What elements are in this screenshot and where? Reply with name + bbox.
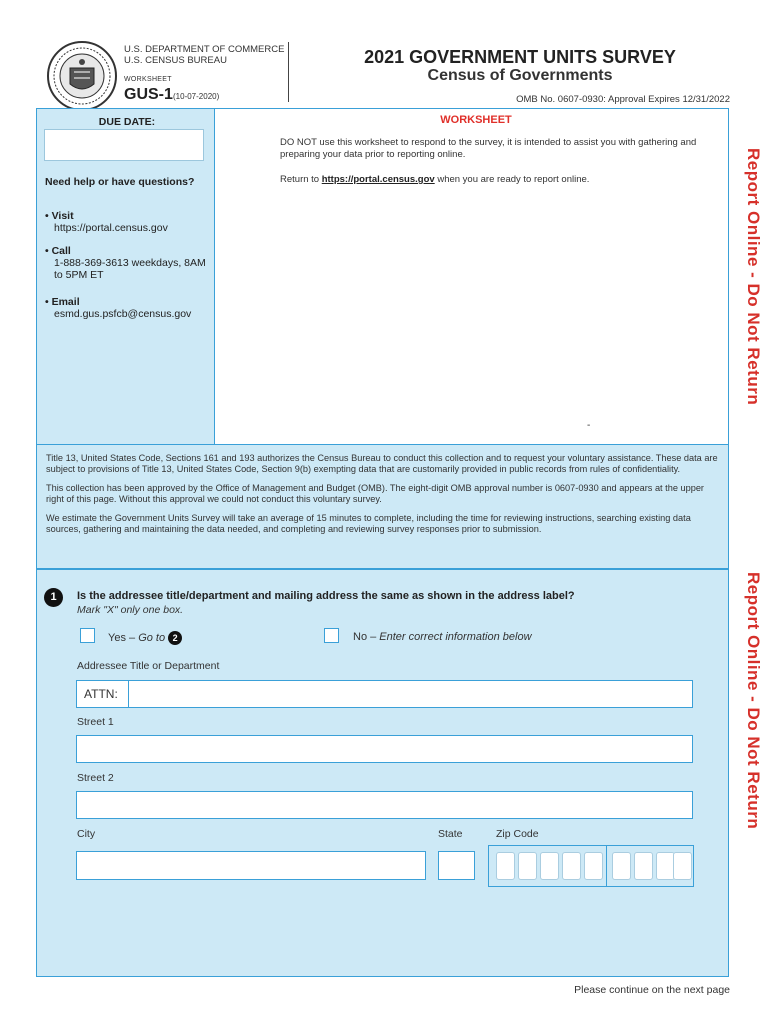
omb-approval: OMB No. 0607-0930: Approval Expires 12/31/2022: [516, 94, 730, 105]
zip4-digit-box[interactable]: [673, 852, 692, 880]
no-option-label: No – Enter correct information below: [353, 631, 532, 643]
worksheet-notice: DO NOT use this worksheet to respond to the survey, it is intended to assist you with gathering and preparing your data prior to reporting online.: [280, 137, 697, 160]
question-instruction: Mark "X" only one box.: [77, 604, 184, 616]
no-checkbox[interactable]: [324, 628, 339, 643]
zip-digit-box[interactable]: [562, 852, 581, 880]
help-heading: Need help or have questions?: [45, 176, 195, 188]
zip4-digit-box[interactable]: [634, 852, 653, 880]
help-call: • Call 1-888-369-3613 weekdays, 8AM to 5PM ET: [45, 245, 210, 281]
zip-digit-box[interactable]: [518, 852, 537, 880]
survey-subtitle: Census of Governments: [427, 67, 613, 84]
state-input[interactable]: [438, 851, 475, 880]
department-name: U.S. DEPARTMENT OF COMMERCE U.S. CENSUS BUREAU: [124, 44, 285, 66]
portal-link[interactable]: https://portal.census.gov: [54, 222, 168, 234]
legal-authority: Title 13, United States Code, Sections 161 and 193 authorizes the Census Bureau to conduct this collection and to request your voluntary assistance. These data are subject to provisions of Title 13, United States Code, Section 9(b) exempting data that are customarily provided in public records from rules of confidentiality.: [46, 453, 718, 474]
zip-digit-box[interactable]: [496, 852, 515, 880]
city-label: City: [77, 828, 96, 840]
street2-label: Street 2: [77, 772, 114, 784]
phone-number: 1-888-369-3613 weekdays, 8AM to 5PM ET: [54, 257, 206, 281]
help-visit: • Visit https://portal.census.gov: [45, 210, 168, 234]
help-email: • Email esmd.gus.psfcb@census.gov: [45, 296, 192, 320]
zip-separator: [606, 846, 607, 886]
legal-omb: This collection has been approved by the Office of Management and Budget (OMB). The eight-digit OMB approval number is 0607-0930 and appears at the upper right of this page. Without this approval we could not conduct this voluntary survey.: [46, 483, 704, 504]
zip4-digit-box[interactable]: [612, 852, 631, 880]
zip-digit-box[interactable]: [584, 852, 603, 880]
zip-label: Zip Code: [496, 828, 539, 840]
worksheet-label: WORKSHEET: [124, 76, 172, 83]
street1-input[interactable]: [76, 735, 693, 763]
yes-option-label: Yes – Go to 2: [108, 631, 182, 645]
legal-burden: We estimate the Government Units Survey will take an average of 15 minutes to complete, including the time for reviewing instructions, searching existing data sources, gathering and maintaining the data needed, and completing and reviewing survey responses prior to submission.: [46, 513, 691, 534]
question-number: 1: [44, 588, 63, 607]
side-warning-lower: Report Online - Do Not Return: [744, 572, 763, 830]
continue-note: Please continue on the next page: [574, 984, 730, 996]
state-label: State: [438, 828, 463, 840]
addressee-label: Addressee Title or Department: [77, 660, 220, 672]
due-date-label: DUE DATE:: [98, 116, 156, 128]
question-text: Is the addressee title/department and mailing address the same as shown in the address label?: [77, 590, 575, 602]
city-input[interactable]: [76, 851, 426, 880]
worksheet-return-note: Return to https://portal.census.gov when you are ready to report online.: [280, 174, 590, 185]
dash-mark: -: [587, 420, 591, 431]
zip-code-input[interactable]: [488, 845, 694, 887]
header-divider: [288, 42, 289, 102]
zip-digit-box[interactable]: [540, 852, 559, 880]
department-seal-logo: [46, 40, 118, 112]
form-id: GUS-1: [124, 86, 173, 103]
side-warning-upper: Report Online - Do Not Return: [744, 148, 763, 406]
due-date-field[interactable]: [44, 129, 204, 161]
worksheet-heading: WORKSHEET: [440, 114, 512, 126]
legal-notice: [36, 445, 729, 569]
yes-checkbox[interactable]: [80, 628, 95, 643]
street1-label: Street 1: [77, 716, 114, 728]
attn-label: ATTN:: [77, 681, 129, 707]
survey-title: 2021 GOVERNMENT UNITS SURVEY: [364, 47, 676, 67]
portal-url-link[interactable]: https://portal.census.gov: [321, 174, 435, 185]
email-link[interactable]: esmd.gus.psfcb@census.gov: [54, 308, 192, 320]
goto-question-badge: 2: [168, 631, 182, 645]
attn-field[interactable]: [76, 680, 693, 708]
street2-input[interactable]: [76, 791, 693, 819]
form-date: (10-07-2020): [173, 92, 220, 101]
